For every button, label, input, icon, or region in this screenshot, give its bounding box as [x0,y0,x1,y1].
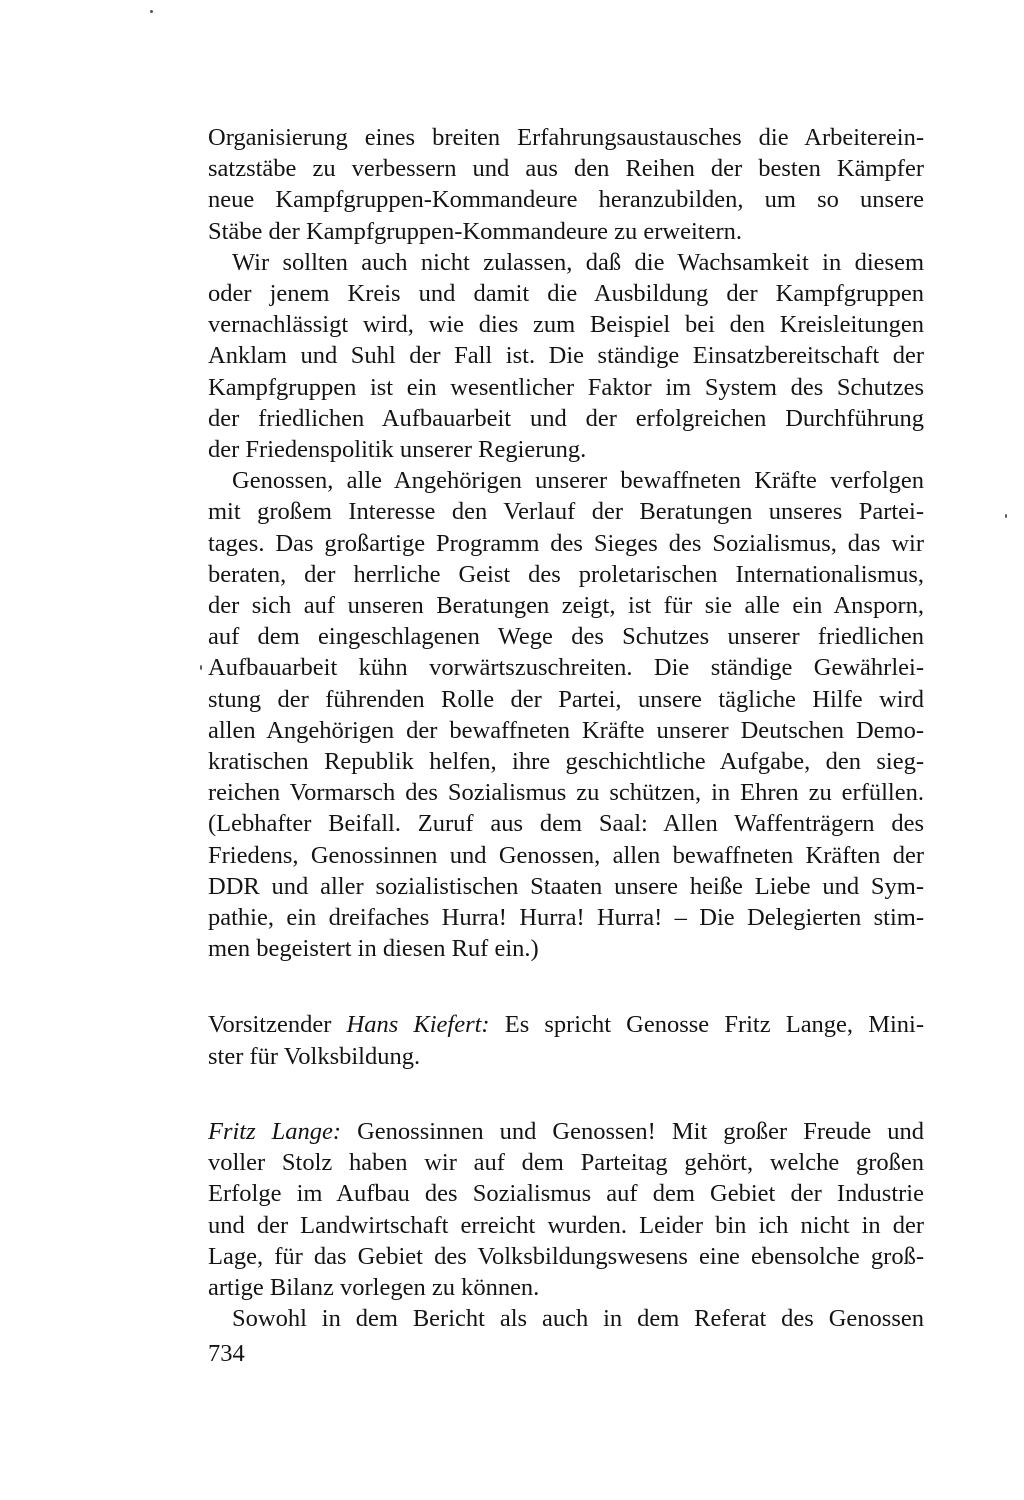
speaker-name: Fritz Lange: [208,1117,342,1145]
text-line: men begeistert in diesen Ruf ein.) [208,935,539,963]
speech-text: Genossinnen und Genossen! Mit großer Freude und [341,1117,925,1145]
text-line: DDR und aller sozialistischen Staaten unsere heiße Liebe und Sym- [208,872,924,900]
text-line: stung der führenden Rolle der Partei, unsere tägliche Hilfe wird [208,685,924,713]
text-line: Stäbe der Kampfgruppen-Kommandeure zu erweitern. [208,217,743,245]
text-line: Organisierung eines breiten Erfahrungsaustausches die Arbeiterein- [208,124,924,151]
text-line: Genossen, alle Angehörigen unserer bewaffneten Kräfte verfolgen [232,467,924,495]
text-line: Anklam und Suhl der Fall ist. Die ständige Einsatzbereitschaft der [208,342,924,370]
text-line: Aufbauarbeit kühn vorwärtszuschreiten. Die ständige Gewährlei- [208,654,924,682]
scan-speck [200,665,202,670]
text-line: oder jenem Kreis und damit die Ausbildung der Kampfgruppen [208,280,924,308]
text-line: Erfolge im Aufbau des Sozialismus auf dem Gebiet der Industrie [208,1180,924,1208]
text-line: ster für Volksbildung. [208,1042,421,1070]
text-line: kratischen Republik helfen, ihre geschichtliche Aufgabe, den sieg- [208,748,924,776]
text-line: der sich auf unseren Beratungen zeigt, ist für sie alle ein Ansporn, [208,592,924,620]
text-line: reichen Vormarsch des Sozialismus zu schützen, in Ehren zu erfüllen. [208,779,924,807]
section-gap [208,1072,924,1116]
paragraph-3 [208,465,924,964]
text-line: vernachlässigt wird, wie dies zum Beispiel bei den Kreisleitungen [208,311,924,339]
text-line: Sowohl in dem Bericht als auch in dem Referat des Genossen [232,1305,924,1333]
text-line [208,1009,924,1040]
chair-prefix: Vorsitzender [208,1011,347,1039]
text-line: Friedens, Genossinnen und Genossen, allen bewaffneten Kräften der [208,841,924,869]
text-line: artige Bilanz vorlegen zu können. [208,1273,540,1301]
chair-text: Es spricht Genosse Fritz Lange, Mini- [489,1011,925,1039]
section-gap [208,964,924,1009]
text-line: und der Landwirtschaft erreicht wurden. Leider bin ich nicht in der [208,1211,924,1239]
lange-speech [208,1116,924,1334]
paragraph-1 [208,122,924,247]
text-line: beraten, der herrliche Geist des proletarischen Internationalismus, [208,560,924,588]
text-line: Kampfgruppen ist ein wesentlicher Faktor im System des Schutzes [208,373,924,401]
speaker-name: Hans Kiefert: [346,1011,490,1039]
text-line [208,1116,924,1147]
text-line: (Lebhafter Beifall. Zuruf aus dem Saal: Allen Waffenträgern des [208,810,924,838]
text-line: mit großem Interesse den Verlauf der Beratungen unseres Partei- [208,498,924,526]
page-number: 734 [208,1340,245,1367]
text-line: satzstäbe zu verbessern und aus den Reihen der besten Kämpfer [208,155,924,183]
text-line: Wir sollten auch nicht zulassen, daß die Wachsamkeit in diesem [232,248,924,276]
text-line: der Friedenspolitik unserer Regierung. [208,436,587,464]
text-line: der friedlichen Aufbauarbeit und der erfolgreichen Durchführung [208,404,924,432]
text-line: Lage, für das Gebiet des Volksbildungswesens eine ebensolche groß- [208,1242,924,1270]
scan-speck [150,10,153,13]
text-line: tages. Das großartige Programm des Sieges des Sozialismus, das wir [208,529,924,557]
scan-speck [1005,514,1007,518]
text-line: allen Angehörigen der bewaffneten Kräfte unserer Deutschen Demo- [208,716,924,744]
text-line: neue Kampfgruppen-Kommandeure heranzubilden, um so unsere [208,186,924,214]
text-line: auf dem eingeschlagenen Wege des Schutzes unserer friedlichen [208,623,924,651]
text-line: voller Stolz haben wir auf dem Parteitag gehört, welche großen [208,1149,924,1177]
text-line: pathie, ein dreifaches Hurra! Hurra! Hurra! – Die Delegierten stim- [208,904,924,932]
page-body [208,122,924,1334]
chair-statement [208,1009,924,1071]
paragraph-2 [208,247,924,465]
